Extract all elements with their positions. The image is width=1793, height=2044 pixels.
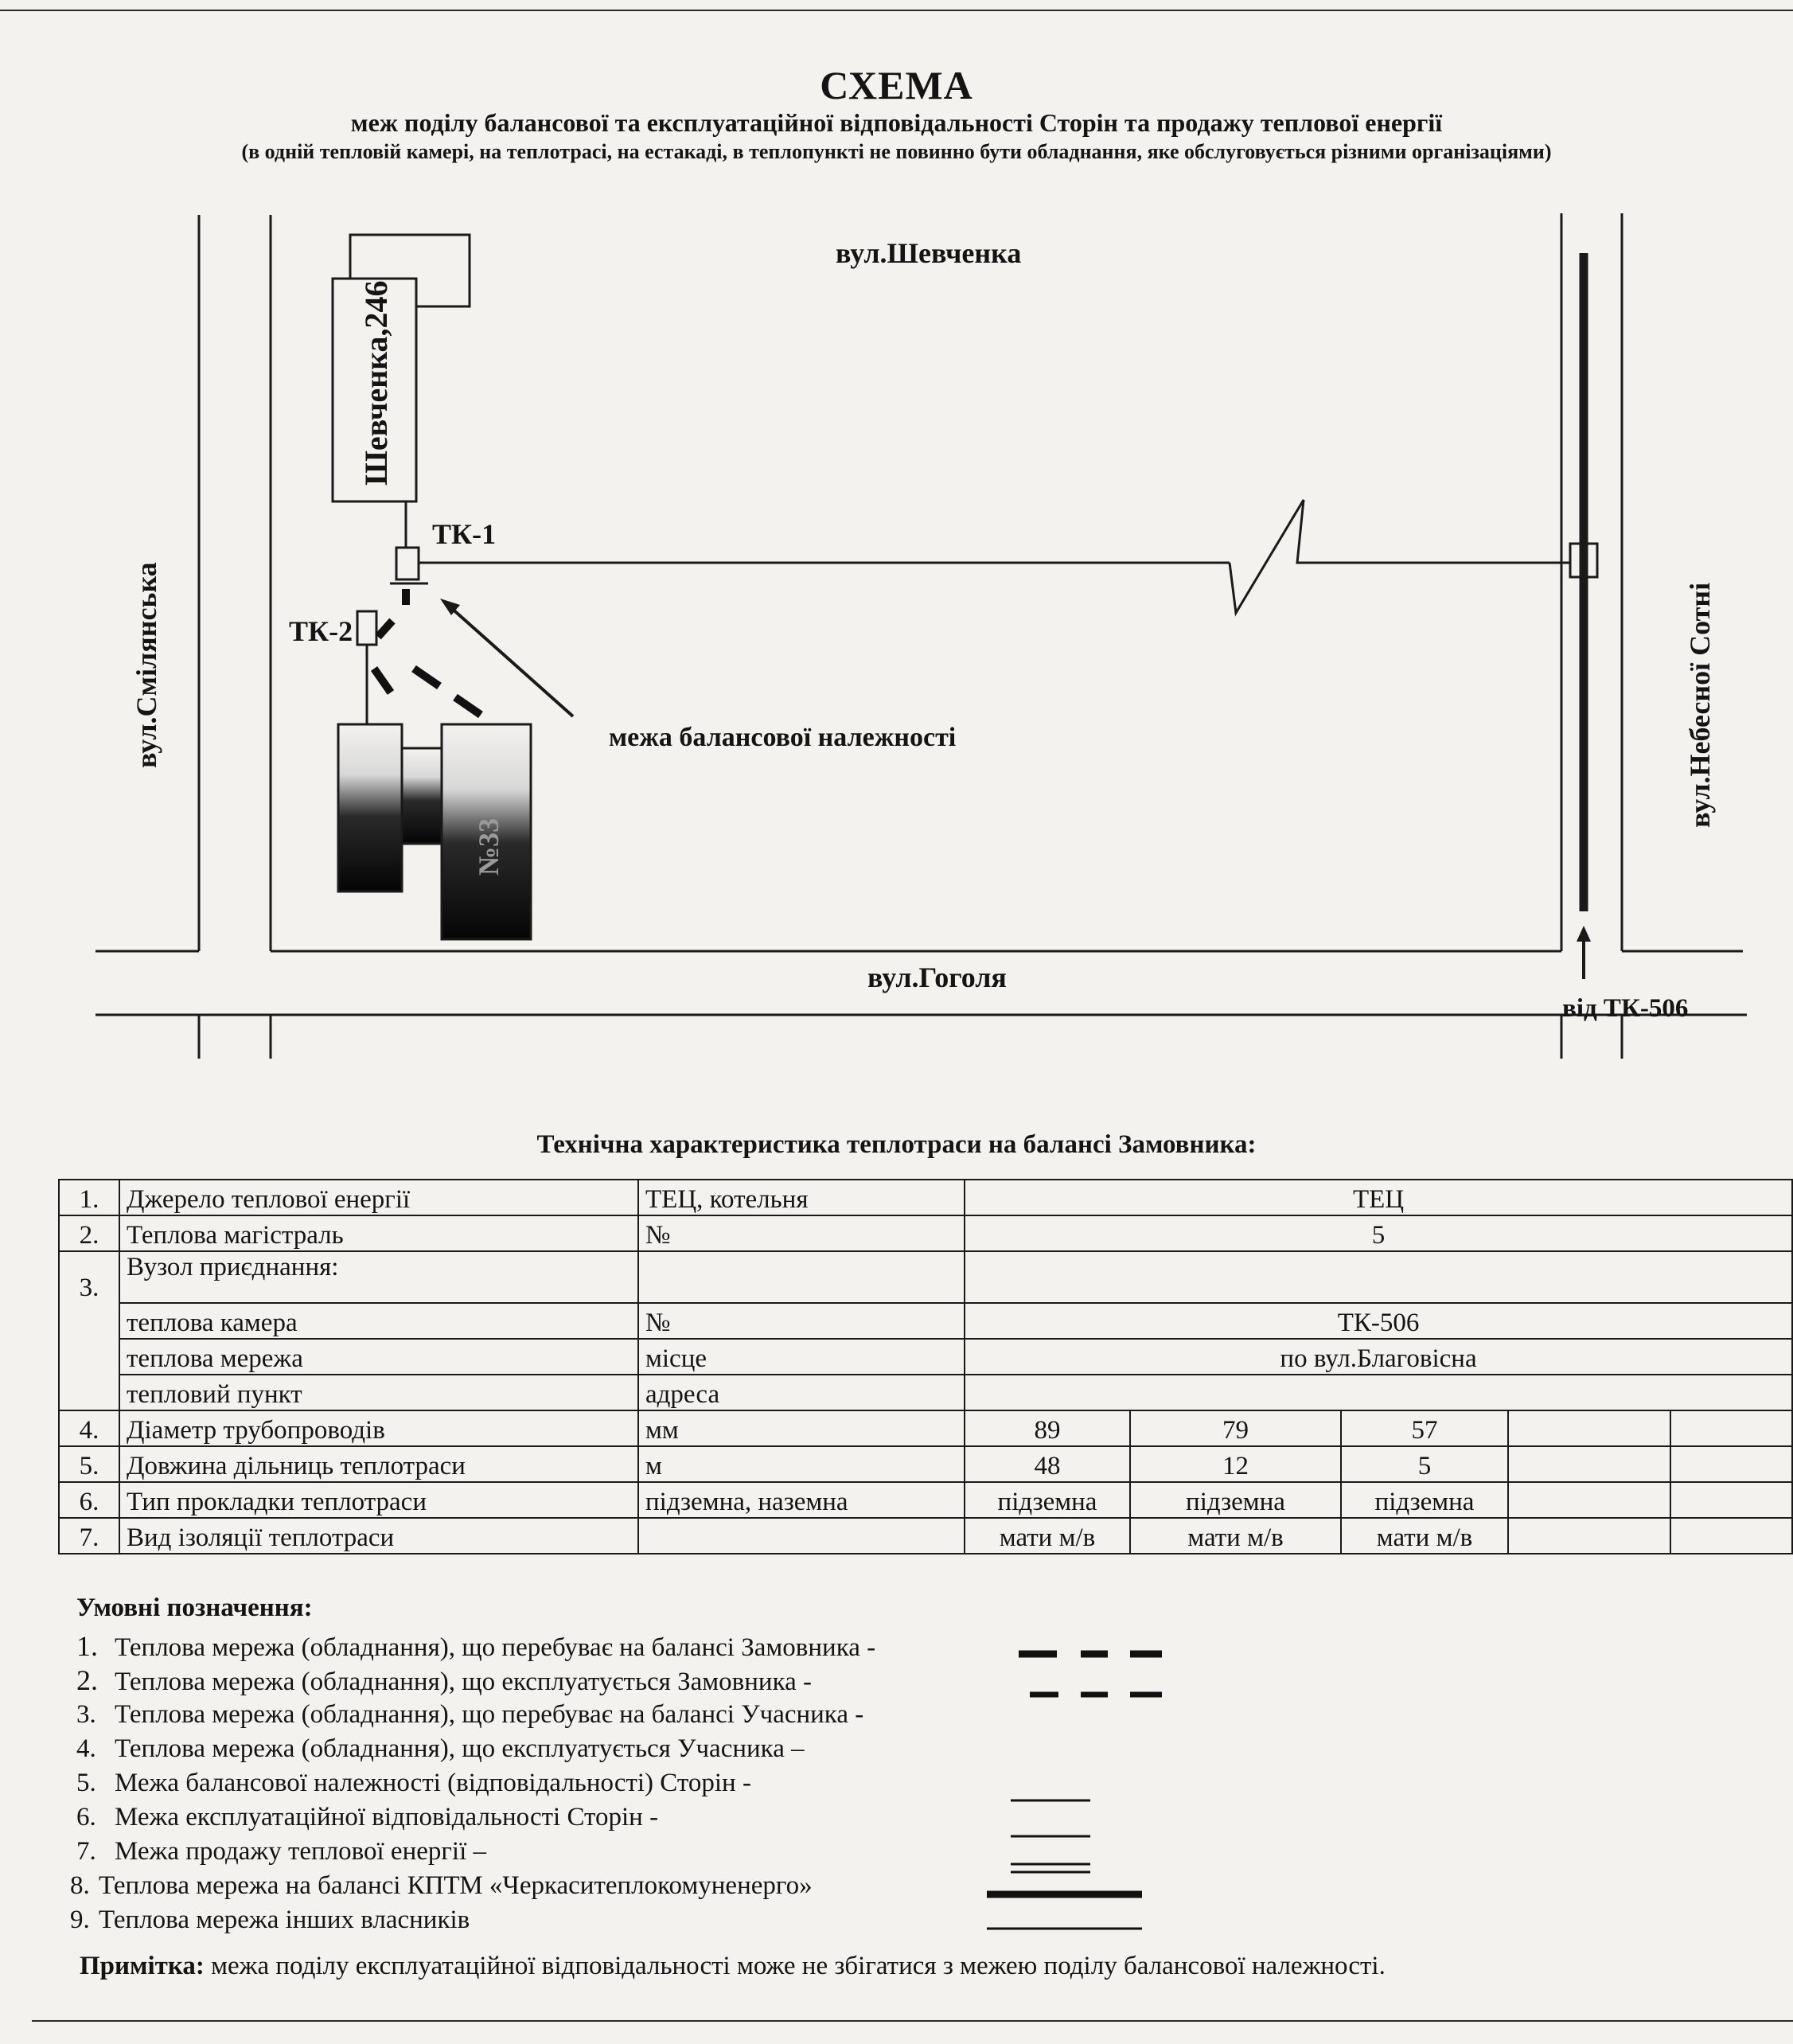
legend-item bbox=[76, 1664, 875, 1698]
row-name: теплова камера bbox=[119, 1303, 638, 1339]
legend-item bbox=[76, 1629, 875, 1664]
legend-item bbox=[76, 1835, 875, 1869]
row-value-4 bbox=[1508, 1410, 1670, 1446]
row-value-2: 79 bbox=[1130, 1410, 1341, 1446]
row-num: 1. bbox=[59, 1180, 119, 1215]
row-value bbox=[965, 1251, 1792, 1303]
street-right-label: вул.Небесної Сотні bbox=[1684, 582, 1716, 828]
building-2-label: №33 bbox=[473, 817, 505, 876]
remark bbox=[80, 1952, 1386, 1981]
customer-network-dashes bbox=[374, 589, 481, 715]
row-value-5 bbox=[1670, 1482, 1792, 1518]
row-unit bbox=[638, 1251, 965, 1303]
row-value-3: 57 bbox=[1341, 1410, 1508, 1446]
document-note: (в одній тепловій камері, на теплотрасі, на естакаді, в теплопункті не повинно бути обладнання, яке обслуговується різними організаціями) bbox=[241, 140, 1552, 163]
chamber-tk2-label: ТК-2 bbox=[289, 615, 353, 647]
row-name: Тип прокладки теплотраси bbox=[119, 1482, 638, 1518]
row-num: 4. bbox=[59, 1410, 119, 1446]
table-row bbox=[59, 1215, 1792, 1251]
row-num: 7. bbox=[59, 1518, 119, 1554]
row-value-5 bbox=[1670, 1410, 1792, 1446]
row-name: Теплова магістраль bbox=[119, 1215, 638, 1251]
row-value-1: підземна bbox=[965, 1482, 1130, 1518]
row-value-4 bbox=[1508, 1482, 1670, 1518]
legend-text: Межа експлуатаційної відповідальності Сторін - bbox=[115, 1803, 659, 1831]
street-left-label: вул.Смілянська bbox=[131, 562, 162, 768]
row-unit: № bbox=[638, 1215, 965, 1251]
chamber-tk1-label: ТК-1 bbox=[432, 518, 497, 550]
row-value-5 bbox=[1670, 1518, 1792, 1554]
row-num bbox=[59, 1303, 119, 1339]
row-value: 5 bbox=[965, 1215, 1792, 1251]
row-unit bbox=[638, 1518, 965, 1554]
row-value-1: 48 bbox=[965, 1446, 1130, 1482]
row-num bbox=[59, 1375, 119, 1410]
row-unit: адреса bbox=[638, 1375, 965, 1410]
row-unit: м bbox=[638, 1446, 965, 1482]
table-row bbox=[59, 1180, 1792, 1215]
table-row bbox=[59, 1303, 1792, 1339]
row-value-1: мати м/в bbox=[965, 1518, 1130, 1554]
legend-text: Теплова мережа інших власників bbox=[99, 1906, 470, 1934]
row-name: Джерело теплової енергії bbox=[119, 1180, 638, 1215]
legend-text: Теплова мережа (обладнання), що перебуває на балансі Замовника - bbox=[115, 1633, 876, 1662]
row-value bbox=[965, 1375, 1792, 1410]
legend-num: 3. bbox=[76, 1700, 96, 1729]
page-bottom-rule bbox=[32, 2020, 1793, 2022]
row-name: теплова мережа bbox=[119, 1339, 638, 1375]
row-value: ТЕЦ bbox=[965, 1180, 1792, 1215]
table-row bbox=[59, 1446, 1792, 1482]
row-unit: місце bbox=[638, 1339, 965, 1375]
legend bbox=[70, 1593, 876, 1937]
remark-label: Примітка: bbox=[80, 1952, 205, 1980]
row-name: Вид ізоляції теплотраси bbox=[119, 1518, 638, 1554]
legend-item bbox=[76, 1766, 875, 1800]
legend-num: 9. bbox=[70, 1906, 90, 1934]
legend-text: Теплова мережа (обладнання), що експлуатується Учасника – bbox=[115, 1734, 805, 1763]
row-num bbox=[59, 1339, 119, 1375]
row-num: 3. bbox=[59, 1251, 119, 1303]
legend-text: Межа продажу теплової енергії – bbox=[115, 1837, 486, 1866]
row-value-1: 89 bbox=[965, 1410, 1130, 1446]
table-row bbox=[59, 1410, 1792, 1446]
row-value: по вул.Благовісна bbox=[965, 1339, 1792, 1375]
tech-table-heading: Технічна характеристика теплотраси на балансі Замовника: bbox=[536, 1130, 1257, 1159]
legend-heading: Умовні позначення: bbox=[76, 1593, 313, 1622]
row-value-2: підземна bbox=[1130, 1482, 1341, 1518]
legend-item bbox=[70, 1903, 875, 1937]
row-value-3: мати м/в bbox=[1341, 1518, 1508, 1554]
legend-text: Теплова мережа (обладнання), що перебуває на балансі Учасника - bbox=[115, 1700, 864, 1729]
pipes bbox=[357, 493, 1597, 907]
legend-item bbox=[70, 1869, 875, 1903]
building-shevchenka-246 bbox=[333, 235, 470, 501]
row-value-3: 5 bbox=[1341, 1446, 1508, 1482]
legend-num: 7. bbox=[76, 1837, 96, 1866]
legend-text: Межа балансової належності (відповідальності) Сторін - bbox=[115, 1769, 751, 1797]
remark-text: межа поділу експлуатаційної відповідальності може не збігатися з межею поділу балансової належності. bbox=[204, 1952, 1386, 1980]
row-value-2: 12 bbox=[1130, 1446, 1341, 1482]
row-value-2: мати м/в bbox=[1130, 1518, 1341, 1554]
document-title: СХЕМА bbox=[820, 63, 973, 107]
row-num: 2. bbox=[59, 1215, 119, 1251]
legend-num: 1. bbox=[76, 1630, 98, 1662]
row-value-4 bbox=[1508, 1518, 1670, 1554]
tech-table bbox=[58, 1179, 1793, 1554]
legend-samples-2 bbox=[983, 1878, 1142, 1942]
row-unit: ТЕЦ, котельня bbox=[638, 1180, 965, 1215]
legend-num: 2. bbox=[76, 1664, 98, 1696]
row-name: Довжина дільниць теплотраси bbox=[119, 1446, 638, 1482]
table-row bbox=[59, 1251, 1792, 1303]
row-name: Діаметр трубопроводів bbox=[119, 1410, 638, 1446]
row-name: тепловий пункт bbox=[119, 1375, 638, 1410]
row-num: 5. bbox=[59, 1446, 119, 1482]
document-subtitle: меж поділу балансової та експлуатаційної відповідальності Сторін та продажу теплової енергії bbox=[350, 108, 1443, 137]
building-1-label: Шевченка,246 bbox=[358, 280, 394, 486]
row-unit: підземна, наземна bbox=[638, 1482, 965, 1518]
legend-num: 4. bbox=[76, 1734, 96, 1763]
row-value: ТК-506 bbox=[965, 1303, 1792, 1339]
table-row bbox=[59, 1518, 1792, 1554]
legend-item bbox=[76, 1732, 875, 1766]
legend-num: 6. bbox=[76, 1803, 96, 1831]
table-row bbox=[59, 1339, 1792, 1375]
table-row bbox=[59, 1482, 1792, 1518]
row-value-3: підземна bbox=[1341, 1482, 1508, 1518]
street-bottom-label: вул.Гоголя bbox=[867, 962, 1007, 993]
street-top-label: вул.Шевченка bbox=[836, 237, 1022, 269]
row-unit: № bbox=[638, 1303, 965, 1339]
legend-num: 5. bbox=[76, 1769, 96, 1797]
legend-text: Теплова мережа (обладнання), що експлуатується Замовника - bbox=[115, 1668, 812, 1696]
legend-text: Теплова мережа на балансі КПТМ «Черкаситеплокомуненерго» bbox=[99, 1871, 813, 1900]
legend-item bbox=[76, 1800, 875, 1835]
legend-item bbox=[76, 1698, 875, 1732]
row-value-4 bbox=[1508, 1446, 1670, 1482]
arrow-from-tk506 bbox=[1577, 926, 1591, 979]
table-row bbox=[59, 1375, 1792, 1410]
row-name: Вузол приєднання: bbox=[119, 1251, 638, 1303]
legend-num: 8. bbox=[70, 1871, 90, 1900]
source-tk506-label: від ТК-506 bbox=[1562, 994, 1689, 1023]
row-num: 6. bbox=[59, 1482, 119, 1518]
boundary-label: межа балансової належності bbox=[609, 723, 957, 752]
page-top-rule bbox=[0, 10, 1793, 11]
row-value-5 bbox=[1670, 1446, 1792, 1482]
row-unit: мм bbox=[638, 1410, 965, 1446]
